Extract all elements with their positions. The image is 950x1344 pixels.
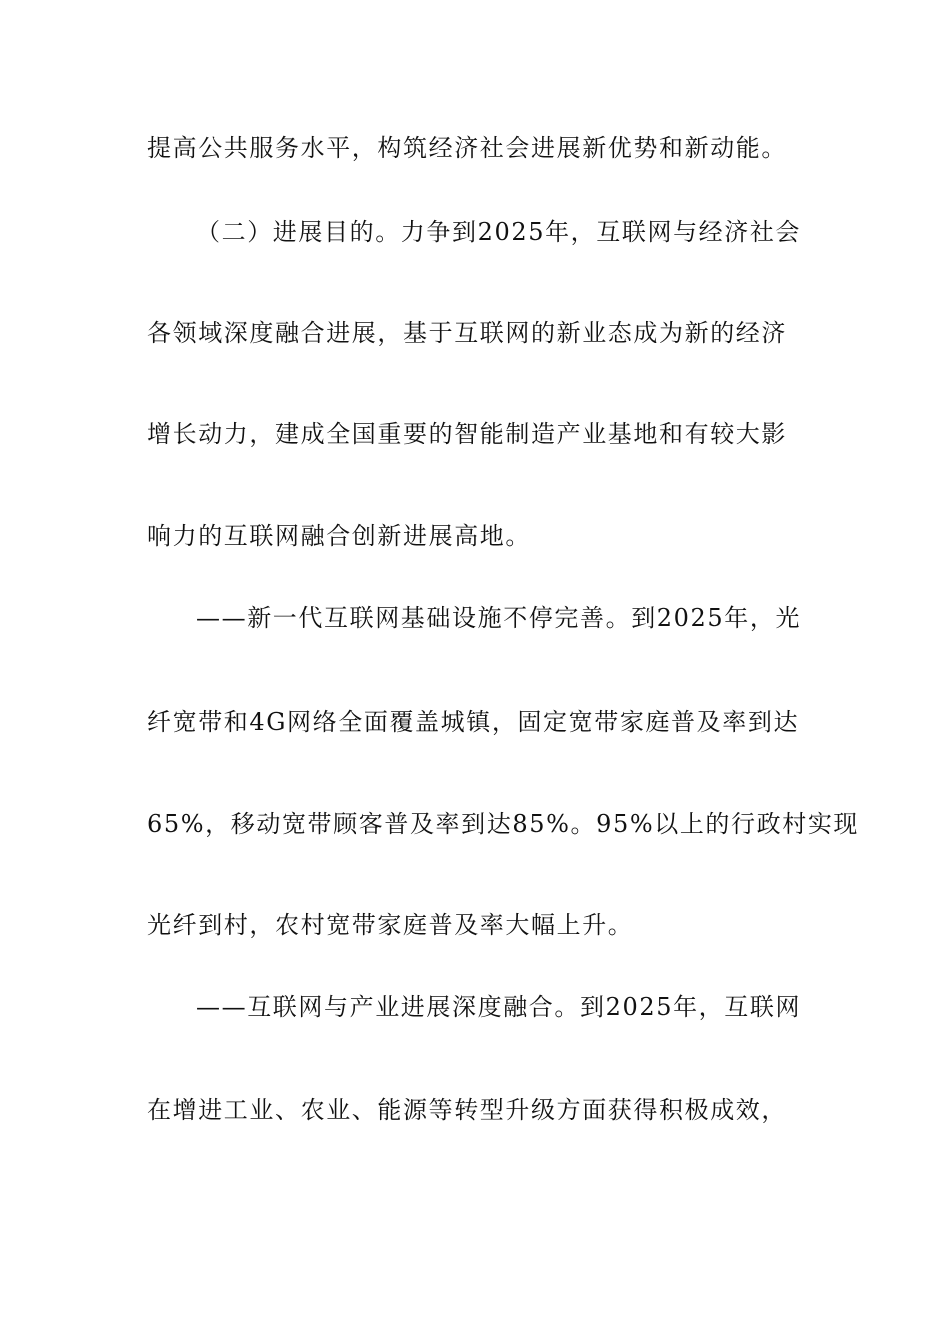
text-line: ——新一代互联网基础设施不停完善。到2025年，光 [196,604,802,632]
text-line: 增长动力，建成全国重要的智能制造产业基地和有较大影 [147,420,787,448]
text-line: 光纤到村，农村宽带家庭普及率大幅上升。 [147,911,634,939]
text-line: 纤宽带和4G网络全面覆盖城镇，固定宽带家庭普及率到达 [147,708,800,736]
text-line: 提高公共服务水平，构筑经济社会进展新优势和新动能。 [147,134,787,162]
text-line: 各领域深度融合进展，基于互联网的新业态成为新的经济 [147,319,787,347]
text-line: 65%，移动宽带顾客普及率到达85%。95%以上的行政村实现 [147,810,860,838]
text-line: 在增进工业、农业、能源等转型升级方面获得积极成效， [147,1096,787,1124]
text-line: ——互联网与产业进展深度融合。到2025年，互联网 [196,993,802,1021]
section-heading-line: （二）进展目的。力争到2025年，互联网与经济社会 [196,218,802,246]
text-line: 响力的互联网融合创新进展高地。 [147,522,531,550]
